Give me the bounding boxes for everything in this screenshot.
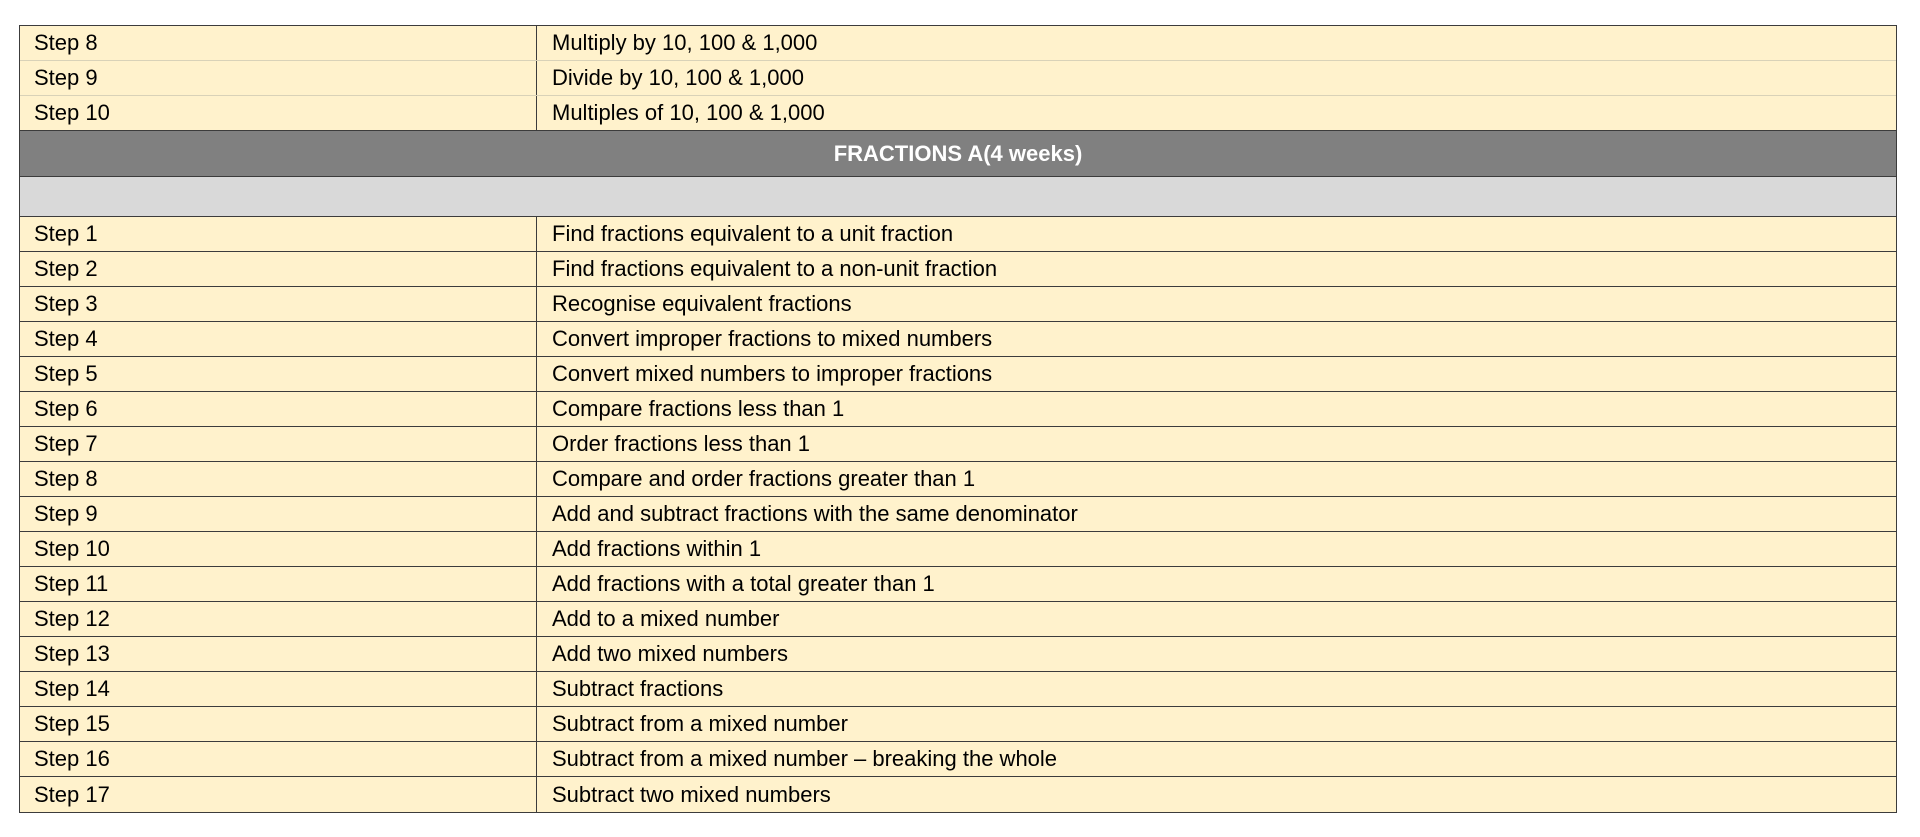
step-cell: Step 6 <box>20 392 537 426</box>
table-row <box>20 462 1896 497</box>
step-cell: Step 3 <box>20 287 537 321</box>
topic-cell: Subtract from a mixed number – breaking the whole <box>552 746 1058 771</box>
step-cell: Step 9 <box>20 61 537 95</box>
topic-cell: Recognise equivalent fractions <box>552 291 852 316</box>
step-cell: Step 7 <box>20 427 537 461</box>
step-cell: Step 11 <box>20 567 537 601</box>
step-cell: Step 1 <box>20 217 537 251</box>
step-cell: Step 5 <box>20 357 537 391</box>
step-cell: Step 8 <box>20 462 537 496</box>
topic-cell: Add fractions with a total greater than 1 <box>552 571 935 596</box>
table-row <box>20 602 1896 637</box>
section-duration: (4 weeks) <box>983 140 1083 166</box>
topic-cell: Divide by 10, 100 & 1,000 <box>552 65 804 90</box>
table-row <box>20 777 1896 812</box>
table-row <box>20 532 1896 567</box>
table-row <box>20 392 1896 427</box>
topic-cell: Add fractions within 1 <box>552 536 762 561</box>
table-row <box>20 497 1896 532</box>
table-row <box>20 61 1896 96</box>
table-row <box>20 637 1896 672</box>
table-row <box>20 287 1896 322</box>
topic-cell: Find fractions equivalent to a unit fraction <box>552 221 954 246</box>
step-cell: Step 15 <box>20 707 537 741</box>
topic-cell: Subtract two mixed numbers <box>552 781 831 807</box>
topic-cell: Compare fractions less than 1 <box>552 396 845 421</box>
step-cell: Step 10 <box>20 532 537 566</box>
section-spacer <box>20 177 1896 217</box>
topic-cell: Add to a mixed number <box>552 606 780 631</box>
table-row <box>20 322 1896 357</box>
topic-cell: Compare and order fractions greater than 1 <box>552 466 976 491</box>
step-cell: Step 16 <box>20 742 537 776</box>
topic-cell: Convert mixed numbers to improper fractions <box>552 361 993 386</box>
curriculum-table <box>19 25 1897 813</box>
step-cell: Step 10 <box>20 96 537 130</box>
step-cell: Step 12 <box>20 602 537 636</box>
step-cell: Step 14 <box>20 672 537 706</box>
table-row <box>20 567 1896 602</box>
topic-cell: Multiples of 10, 100 & 1,000 <box>552 100 825 125</box>
table-row <box>20 26 1896 61</box>
topic-cell: Find fractions equivalent to a non-unit fraction <box>552 256 998 281</box>
step-cell: Step 17 <box>20 777 537 812</box>
step-cell: Step 13 <box>20 637 537 671</box>
step-cell: Step 9 <box>20 497 537 531</box>
topic-cell: Convert improper fractions to mixed numbers <box>552 326 993 351</box>
step-cell: Step 2 <box>20 252 537 286</box>
table-row <box>20 672 1896 707</box>
table-row <box>20 707 1896 742</box>
topic-cell: Add two mixed numbers <box>552 641 788 666</box>
step-cell: Step 8 <box>20 26 537 60</box>
table-row <box>20 252 1896 287</box>
table-row <box>20 357 1896 392</box>
table-row <box>20 217 1896 252</box>
table-row <box>20 96 1896 131</box>
table-row <box>20 742 1896 777</box>
section-header <box>20 131 1896 177</box>
section-title: FRACTIONS A <box>833 140 984 166</box>
topic-cell: Add and subtract fractions with the same denominator <box>552 501 1078 526</box>
topic-cell: Multiply by 10, 100 & 1,000 <box>552 30 818 55</box>
topic-cell: Subtract fractions <box>552 676 724 701</box>
topic-cell: Subtract from a mixed number <box>552 711 848 736</box>
topic-cell: Order fractions less than 1 <box>552 431 811 456</box>
step-cell: Step 4 <box>20 322 537 356</box>
table-row <box>20 427 1896 462</box>
